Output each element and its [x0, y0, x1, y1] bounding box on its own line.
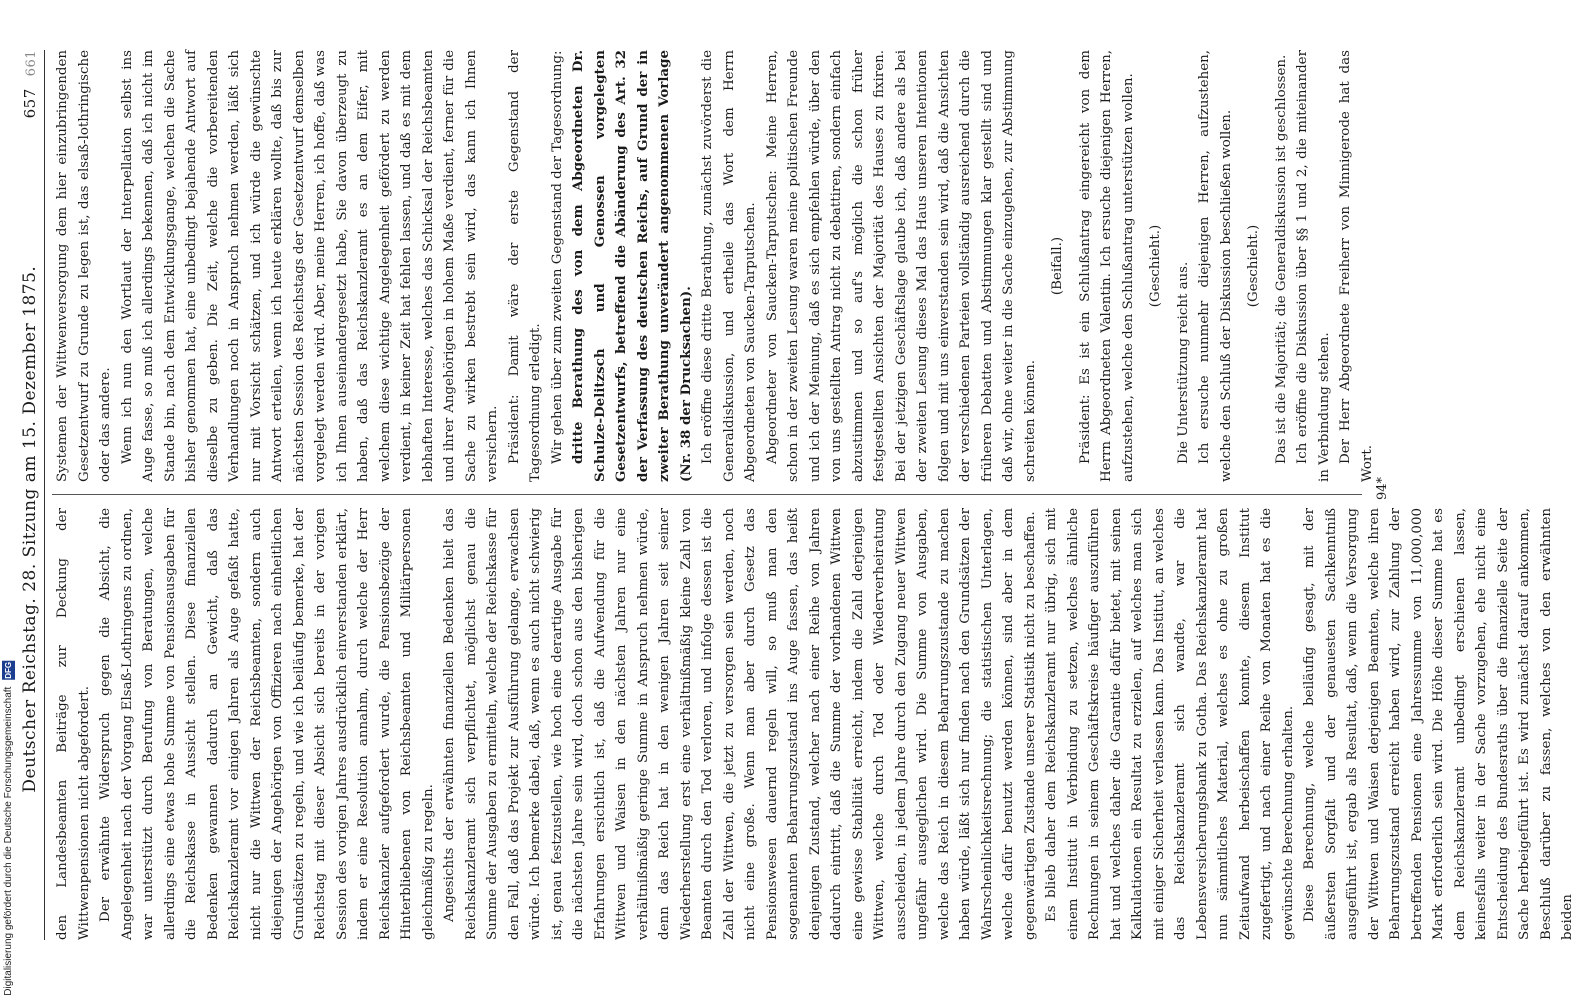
digitization-sidebar	[0, 600, 22, 1000]
left-column	[52, 508, 1575, 940]
digitization-credit	[2, 661, 15, 996]
page-number-handwritten: 661	[24, 50, 39, 77]
right-paragraph: Wir gehen über zum zweiten Gegenstand der Tagesordnung:	[549, 50, 565, 464]
right-paragraph: Das ist die Majorität; die Generaldiskussion ist geschlossen.	[1273, 54, 1289, 464]
page-content	[0, 50, 1575, 940]
right-paragraph: Wenn ich nun den Wortlaut der Interpellation selbst ins Auge fasse, so muß ich allerdings bekennen, daß ich nicht im Stande bin, nach dem Entwicklungsgange, welchen die Sache bisher genommen hat, eine unbedingt bejahende Antwort auf dieselbe zu geben. Die Zeit, welche die vorbereitenden Verhandlungen noch in Anspruch nehmen werden, läßt sich nur mit Vorsicht schätzen, und ich würde die gewünschte Antwort erteilen, wenn ich heute erklären wollte, daß bis zur nächsten Session des Reichstags der Gesetzentwurf demselben vorgelegt werden wird. Aber, meine Herren, ich hoffe, daß was ich Ihnen auseinandergesetzt habe, Sie davon überzeugt zu haben, daß das Reichskanzleramt es an dem Eifer, mit welchem diese wichtige Angelegenheit gefördert zu werden verdient, in keiner Zeit hat fehlen lassen, und daß es mit dem lebhaften Interesse, welches das Schicksal der Reichsbeamten und ihrer Angehörigen in hohem Maße verdient, ferner für die Sache zu wirken bestrebt sein wird, das kann ich Ihnen versichern.	[119, 50, 500, 482]
signature-mark: 94*	[1375, 476, 1390, 500]
left-paragraph: Diese Berechnung, welche beiläufig gesagt, mit der äußersten Sorgfalt und der genauesten Sachkenntniß ausgeführt ist, ergab als Resultat, daß, wenn die Versorgung der Wittwen und Waisen derjenigen Beamten, welche ihren Beharrungszustand erreicht haben wird, zur Zahlung der betreffenden Pensionen eine Jahressumme von 11,000,000 Mark erforderlich sein wird. Die Höhe dieser Summe hat es dem Reichskanzleramt unbedingt erschienen lassen, keinesfalls weiter in der Sache vorzugehen, ehe nicht eine Entscheidung des Bundesraths über die finanzielle Seite der Sache herbeigeführt ist. Es wird zunächst darauf ankommen, Beschluß darüber zu fassen, welches von den erwähnten beiden	[1302, 508, 1575, 940]
header-rule	[44, 50, 45, 940]
column-divider	[52, 494, 1362, 495]
right-column	[52, 50, 1375, 482]
right-paragraph-heading: dritte Berathung des von dem Abgeordneten Dr. Schulze-Delitzsch und Genossen vorgelegten Gesetzentwurfs, betreffend die Abänderung des Art. 32 der Verfassung des deutschen Reichs, auf Grund der in zweiter Berathung unverändert angenommenen Vorlage (Nr. 38 der Drucksachen).	[570, 50, 694, 482]
stage-direction: (Geschieht.)	[1148, 224, 1163, 308]
right-paragraph: Abgeordneter von Saucken-Tarputschen: Meine Herren, schon in der zweiten Lesung waren meine politischen Freunde und ich der Meinung, daß es sich empfehlen würde, über den von uns gestellten Antrag nicht zu debattiren, sondern einfach abzustimmen und so auf's möglich die schon früher festgestellten Ansichten der Majorität des Hauses zu fixiren. Bei der jetzigen Geschäftslage glaube ich, daß andere als bei der zweiten Lesung dieses Mal das Haus unseren Intentionen folgen und mit uns einverstanden sein wird, daß die Ansichten der verschiedenen Parteien vollständig ausreichend durch die früheren Debatten und Abstimmungen klar gestellt sind und daß wir, ohne weiter in die Sache einzugehen, zur Abstimmung schreiten können.	[764, 50, 1038, 482]
right-paragraph: Ich eröffne die Diskussion über §§ 1 und 2, die miteinander in Verbindung stehen.	[1295, 50, 1332, 482]
right-paragraph: Ich ersuche nunmehr diejenigen Herren, aufzustehen, welche den Schluß der Diskussion beschließen wollen.	[1197, 50, 1234, 482]
stage-direction: (Beifall.)	[1050, 236, 1065, 296]
left-paragraph: Angesichts der erwähnten finanziellen Bedenken hielt das Reichskanzleramt sich verpflichtet, möglichst genau die Summe der Ausgaben zu ermitteln, welche der Reichskasse für den Fall, daß das Projekt zur Ausführung gelange, erwachsen würde. Ich bemerke dabei, daß, wenn es auch nicht schwierig ist, genau festzustellen, wie hoch eine derartige Ausgabe für die nächsten Jahre sein wird, doch schon aus den bisherigen Erfahrungen ersichtlich ist, daß die Aufwendung für die Wittwen und Waisen in den nächsten Jahren nur eine verhältnißmäßig geringe Summe in Anspruch nehmen würde, denn das Reich hat in den wenigen Jahren seit seiner Wiederherstellung erst eine verhältnißmäßig kleine Zahl von Beamten durch den Tod verloren, und infolge dessen ist die Zahl der Wittwen, die jetzt zu versorgen sein werden, noch nicht eine große. Wenn man aber durch Gesetz das Pensionswesen dauernd regeln will, so muß man den sogenannten Beharrungszustand ins Auge fassen, das heißt denjenigen Zustand, welcher nach einer Reihe von Jahren dadurch eintritt, daß die Summe der vorhandenen Wittwen eine gewisse Stabilität erreicht, indem die Zahl derjenigen Wittwen, welche durch Tod oder Wiederverheiratung ausscheiden, in jedem Jahre durch den Zugang neuer Wittwen ungefähr ausgeglichen wird. Die Summe von Ausgaben, welche das Reich in diesem Beharrungszustande zu machen haben würde, läßt sich nur finden nach den Grundsätzen der Wahrscheinlichkeitsrechnung; die statistischen Unterlagen, welche dafür benutzt werden können, sind aber in dem gegenwärtigen Zustande unserer Statistik nicht zu beschaffen.	[442, 508, 1038, 940]
right-paragraph: Präsident: Es ist ein Schlußantrag eingereicht von dem Herrn Abgeordneten Valentin. Ich ersuche diejenigen Herren, aufzustehen, welche den Schlußantrag unterstützen wollen.	[1077, 50, 1136, 482]
right-paragraph: Ich eröffne diese dritte Berathung, zunächst zuvörderst die Generaldiskussion, und ertheile das Wort dem Herrn Abgeordneten von Saucken-Tarputschen.	[700, 50, 758, 482]
page-number: 657	[21, 88, 39, 119]
right-paragraph: Präsident: Damit wäre der erste Gegenstand der Tagesordnung erledigt.	[506, 50, 543, 482]
right-paragraph: Systemen der Wittwenversorgung dem hier einzubringenden Gesetzentwurf zu Grunde zu legen ist, das elsaß-lothringische oder das andere.	[55, 50, 113, 482]
stage-direction: (Geschieht.)	[1246, 224, 1261, 308]
right-paragraph: Die Unterstützung reicht aus.	[1175, 261, 1191, 464]
digitization-credit-text: Digitalisierung gefördert durch die Deutsche Forschungsgemeinschaft	[3, 686, 14, 996]
page-number-block	[20, 50, 40, 118]
left-paragraph: den Landesbeamten Beiträge zur Deckung der Wittwenpensionen nicht abgefordert.	[55, 508, 92, 940]
left-paragraph: Es blieb daher dem Reichskanzleramt nur übrig, sich mit einem Institut in Verbindung zu setzen, welches ähnliche Rechnungen in seinem Geschäftskreise häufiger auszuführen hat und welches daher die Garantie dafür bietet, mit seinen Kalkulationen ein Resultat zu erzielen, auf welches man sich mit einiger Sicherheit verlassen kann. Das Institut, an welches das Reichskanzleramt sich wandte, war die Lebensversicherungsbank zu Gotha. Das Reichskanzleramt hat nun sämmtliches Material, welches es ohne zu großen Zeitaufwand herbeischaffen konnte, diesem Institut zugefertigt, und nach einer Reihe von Monaten hat es die gewünschte Berechnung erhalten.	[1044, 508, 1296, 940]
page-title: Deutscher Reichstag. 28. Sitzung am 15. Dezember 1875.	[20, 265, 40, 793]
left-paragraph: Der erwähnte Widerspruch gegen die Absicht, die Angelegenheit nach der Vorgang Elsaß-Lothringens zu ordnen, war unterstützt durch Berufung von Beratungen, welche allerdings eine etwas hohe Summe von Pensionsausgaben für die Reichskasse in Aussicht stellen. Diese finanziellen Bedenken gewannen dadurch an Gewicht, daß das Reichskanzleramt vor einigen Jahren als Auge gefaßt hatte, nicht nur die Wittwen der Reichsbeamten, sondern auch diejenigen der Angehörigen von Offizieren nach einheitlichen Grundsätzen zu regeln, und wie ich beiläufig bemerke, hat der Reichstag mit dieser Absicht sich bereits in der vorigen Session des vorigen Jahres ausdrücklich einverstanden erklärt, indem er eine Resolution annahm, durch welche der Herr Reichskanzler aufgefordert wurde, die Pensionsbezüge der Hinterbliebenen von Reichsbeamten und Militärpersonen gleichmäßig zu regeln.	[98, 508, 436, 940]
right-paragraph: Der Herr Abgeordnete Freiherr von Minnigerode hat das Wort.	[1338, 50, 1375, 482]
dfg-logo: DFG	[4, 662, 13, 680]
